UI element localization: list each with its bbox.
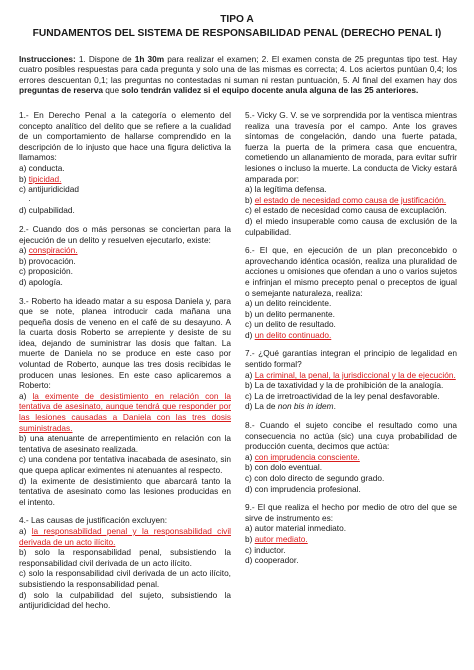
option-b: b) un delito permanente. xyxy=(245,308,335,319)
exam-type-title: TIPO A xyxy=(220,14,254,25)
option-c: c) con dolo directo de segundo grado. xyxy=(245,473,385,483)
option-a: a) La criminal, la penal, la jurisdiccional y la de ejecución. xyxy=(245,369,456,380)
question-stem: 8.- Cuando el sujeto concibe el resultado como una consecuencia no actúa (sic) una cuya probabilidad de producción cuenta, decimos que actúa: xyxy=(245,420,457,452)
latin-term: non bis in idem xyxy=(277,401,334,412)
right-column xyxy=(245,110,457,574)
option-a: a) conspiración. xyxy=(19,245,78,256)
option-a: a) la eximente de desistimiento en relación con la tentativa de asesinato, aunque tendrá que responder por las lesiones causadas a Daniela con las tres dosis suministradas. xyxy=(19,390,231,433)
left-column xyxy=(19,110,231,619)
option-c: c) el estado de necesidad como causa de excuplación. xyxy=(245,205,447,216)
correct-answer: la eximente de desistimiento en relación con la tentativa de asesinato, aunque tendrá que responder por las lesiones causadas a Daniela con las tres dosis suministradas. xyxy=(19,390,231,433)
option-c: c) proposición. xyxy=(19,266,73,277)
correct-answer: tipicidad. xyxy=(28,173,62,184)
instructions-label: Instrucciones: xyxy=(19,54,76,64)
option-d: d) la eximente de desistimiento que abarcará tanto la tentativa de asesinato como las lesiones producidas en el intento. xyxy=(19,475,231,507)
correct-answer: La criminal, la penal, la jurisdiccional y la de ejecución. xyxy=(254,369,456,380)
correct-answer: conspiración. xyxy=(28,245,78,256)
question-stem: 1.- En Derecho Penal a la categoría o elemento del concepto analítico del delito que se refiere a la cualidad de un comportamiento de hallarse comprendido en la descripción de lo injusto que hace una figura delictiva la llamamos: xyxy=(19,110,231,163)
question-1 xyxy=(19,110,231,216)
option-a: a) con imprudencia consciente. xyxy=(245,451,360,462)
option-d: d) solo la culpabilidad del sujeto, subsistiendo la antijuridicidad del hecho. xyxy=(19,589,231,611)
correct-answer: autor mediato. xyxy=(254,533,308,544)
question-6 xyxy=(245,245,457,340)
instructions-reserve: preguntas de reserva xyxy=(19,85,103,96)
question-stem: 5.- Vicky G. V. se ve sorprendida por la ventisca mientras realiza una travesía por el campo. Ante los graves síntomas de congelación, dando una fuerte patada, fuerza la puerta de la primera casa que encuentra, cometiendo un allanamiento de morada, para evitar sufrir lesiones o incluso la muerte. La conducta de Vicky estará amparada por: xyxy=(245,110,457,184)
option-c: c) antijuridicidad xyxy=(19,184,79,195)
question-2 xyxy=(19,224,231,288)
option-a: a) la responsabilidad penal y la responsabilidad civil derivada de un acto ilícito. xyxy=(19,525,232,547)
option-a: a) autor material inmediato. xyxy=(245,523,346,534)
option-b: b) solo la responsabilidad penal, subsistiendo la responsabilidad civil derivada de un acto ilícito. xyxy=(19,547,231,568)
correct-answer: el estado de necesidad como causa de justificación. xyxy=(254,194,447,205)
question-9 xyxy=(245,502,457,566)
correct-answer: la responsabilidad penal y la responsabilidad civil derivada de un acto ilícito. xyxy=(19,525,232,547)
question-3 xyxy=(19,296,231,508)
question-stem: 2.- Cuando dos o más personas se conciertan para la ejecución de un delito y resuelven ejecutarlo, existe: xyxy=(19,223,231,245)
option-a: a) un delito reincidente. xyxy=(245,298,332,309)
option-c: c) inductor. xyxy=(245,544,286,555)
stray-mark: · xyxy=(28,194,31,205)
option-d: d) culpabilidad. xyxy=(19,205,75,216)
question-stem: 9.- El que realiza el hecho por medio de otro del que se sirve de instrumento es: xyxy=(245,502,457,523)
option-b: b) el estado de necesidad como causa de justificación. xyxy=(245,194,447,205)
correct-answer: con imprudencia consciente. xyxy=(254,451,360,462)
option-a: a) conducta. xyxy=(19,162,65,173)
option-a: a) la legítima defensa. xyxy=(245,184,327,195)
option-d: d) La de non bis in idem. xyxy=(245,401,336,412)
option-c: c) un delito de resultado. xyxy=(245,319,336,330)
instructions-validity: solo tendrán validez si el equipo docente anula alguna de las 25 anteriores. xyxy=(121,85,419,96)
option-b: b) autor mediato. xyxy=(245,533,308,544)
instructions-text-1: 1. Dispone de xyxy=(75,54,135,64)
option-c: c) una condena por tentativa inacabada de asesinato, sin que quepa aplicar eximentes ni atenuantes al respecto. xyxy=(19,454,231,475)
instructions-text-3: que xyxy=(102,85,122,96)
question-7 xyxy=(245,348,457,412)
option-d: d) con imprudencia profesional. xyxy=(245,483,361,494)
option-b: b) provocación. xyxy=(19,255,76,266)
question-4 xyxy=(19,515,231,610)
option-c: c) La de irretroactividad de la ley penal desfavorable. xyxy=(245,390,440,401)
option-d: d) un delito continuado. xyxy=(245,329,332,340)
option-b: b) con dolo eventual. xyxy=(245,462,323,473)
option-d: d) cooperador. xyxy=(245,555,299,566)
option-b: b) tipicidad. xyxy=(19,173,62,184)
question-8 xyxy=(245,420,457,494)
correct-answer: un delito continuado. xyxy=(254,329,332,340)
option-d: d) el miedo insuperable como causa de exclusión de la culpabilidad. xyxy=(245,215,457,237)
question-stem: 4.- Las causas de justificación excluyen: xyxy=(19,515,168,526)
question-stem: 3.- Roberto ha ideado matar a su esposa Daniela y, para que se note, planea introducir cada mañana una pequeña dosis de veneno en el café de su desayuno. A la cuarta dosis Roberto se arrepiente y desiste de su idea, dejando de suministrar las dosis que faltan. La muerte de Daniela no se produce en este caso por voluntad de Roberto, aunque las tres dosis recibidas le producen unas lesiones. En este caso aplicaremos a Roberto: xyxy=(19,295,231,391)
question-stem: 6.- El que, en ejecución de un plan preconcebido o aprovechando idéntica ocasión, realiza una pluralidad de acciones u omisiones que ofendan a uno o varios sujetos e infrinjan el mismo precepto penal o preceptos de igual o semejante naturaleza, realiza: xyxy=(245,245,457,298)
question-stem: 7.- ¿Qué garantías integran el principio de legalidad en sentido formal? xyxy=(245,348,457,370)
option-b: b) La de taxatividad y la de prohibición de la analogía. xyxy=(245,380,444,391)
option-c: c) solo la responsabilidad civil derivada de un acto ilícito, subsistiendo la responsabilidad penal. xyxy=(19,568,231,589)
instructions-text-2: para realizar el examen; 2. El examen consta de 25 preguntas tipo test. Hay cuatro posibles respuestas para cada pregunta y solo una de las mismas es correcta; 4. Los aciertos puntúan 0,4; los errores descuentan 0,1; las preguntas no contestadas ni suman ni restan puntuación, 5. Al final del examen hay dos xyxy=(19,54,457,85)
option-b: b) una atenuante de arrepentimiento en relación con la tentativa de asesinato realizada. xyxy=(19,433,231,454)
option-d: d) apología. xyxy=(19,276,63,287)
exam-subject-title: FUNDAMENTOS DEL SISTEMA DE RESPONSABILIDAD PENAL (DERECHO PENAL I) xyxy=(32,28,442,39)
question-5 xyxy=(245,110,457,237)
instructions-time: 1h 30m xyxy=(134,54,165,64)
instructions-paragraph xyxy=(19,54,457,96)
